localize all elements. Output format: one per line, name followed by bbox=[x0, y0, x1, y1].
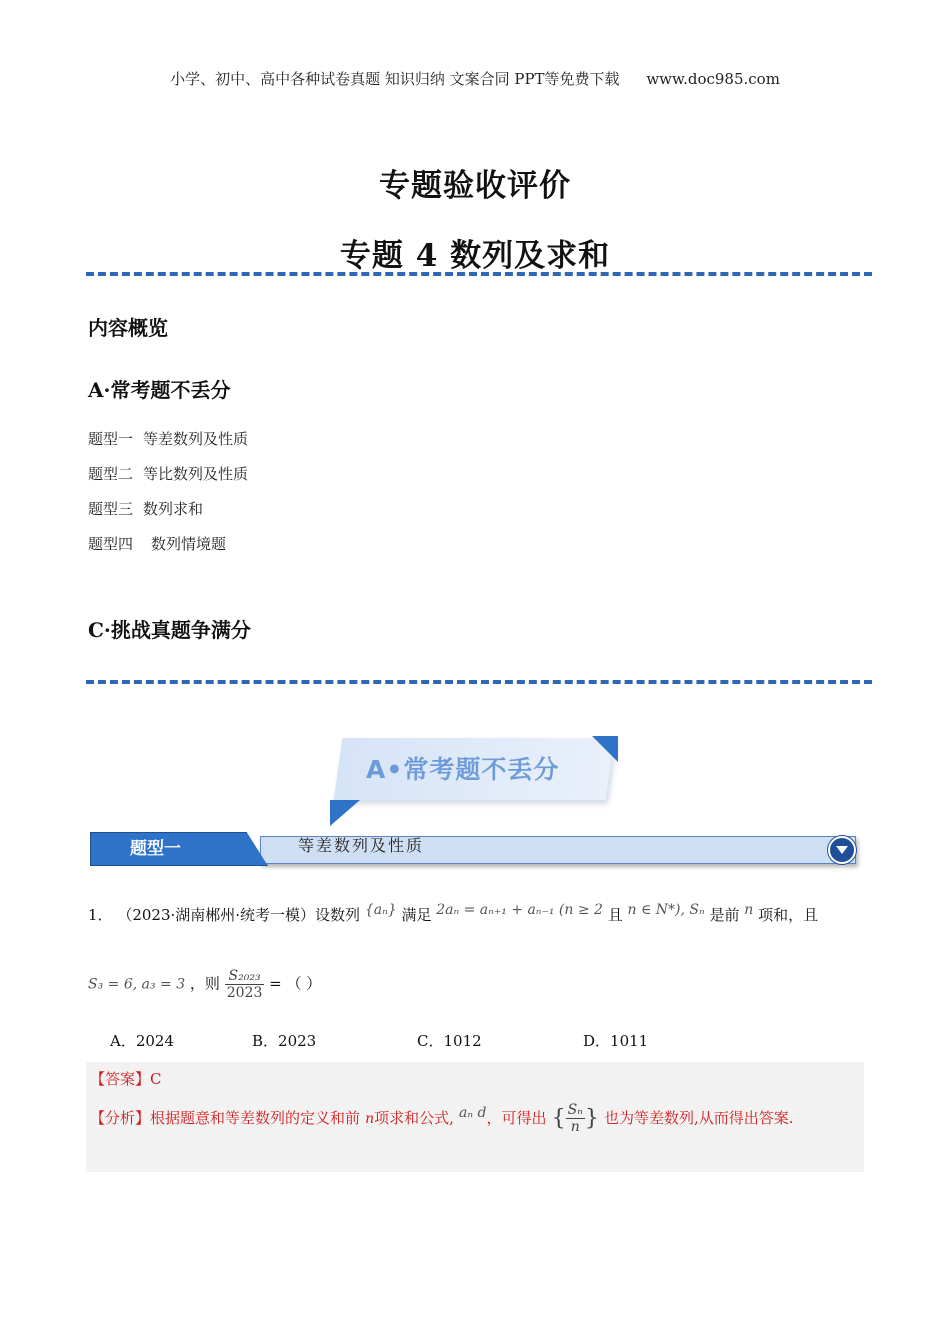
page-header bbox=[0, 68, 950, 89]
variable-n: n bbox=[365, 1111, 375, 1127]
overview-section-a: A·常考题不丢分 bbox=[88, 378, 231, 402]
analysis-line bbox=[90, 1102, 793, 1135]
question-line-2 bbox=[88, 968, 321, 1001]
toc-item[interactable] bbox=[88, 533, 226, 554]
option-a[interactable]: A．2024 bbox=[110, 1032, 175, 1050]
toc-item-text: 等差数列及性质 bbox=[143, 430, 249, 448]
toc-item-text: 数列情境题 bbox=[151, 535, 227, 553]
fraction-numerator: Sₙ bbox=[567, 1102, 583, 1118]
analysis-vars: aₙ d bbox=[459, 1105, 487, 1121]
type-bar-label: 等差数列及性质 bbox=[298, 836, 425, 855]
toc-item-text: 等比数列及性质 bbox=[143, 465, 249, 483]
banner-text: A•常考题不丢分 bbox=[366, 755, 560, 784]
toc-item-label: 题型三 bbox=[88, 500, 134, 518]
question-type-bar bbox=[90, 832, 860, 866]
toc-item[interactable] bbox=[88, 463, 248, 484]
sequence-symbol: {aₙ} bbox=[364, 902, 397, 918]
toc-item-label: 题型二 bbox=[88, 465, 134, 483]
given-values: S₃ = 6, a₃ = 3 bbox=[88, 976, 186, 993]
overview-heading: 内容概览 bbox=[88, 316, 168, 340]
option-d[interactable]: D．1011 bbox=[583, 1032, 649, 1050]
section-banner bbox=[330, 736, 620, 826]
header-site-link[interactable]: www.doc985.com bbox=[646, 70, 780, 88]
recurrence-formula: 2aₙ = aₙ₊₁ + aₙ₋₁ (n ≥ 2 bbox=[436, 902, 603, 918]
analysis-text: ，可得出 bbox=[486, 1109, 547, 1127]
option-c[interactable]: C．1012 bbox=[417, 1032, 482, 1050]
question-text: 满足 bbox=[401, 906, 432, 924]
question-text: 项和，且 bbox=[758, 906, 819, 924]
banner-corner-top bbox=[592, 736, 618, 762]
answer-label: 【答案】C bbox=[90, 1070, 162, 1088]
analysis-label: 【分析】 bbox=[90, 1109, 151, 1127]
question-source: （2023·湖南郴州·统考一模）设数列 bbox=[117, 906, 361, 924]
divider-bottom bbox=[86, 680, 872, 684]
left-brace: { bbox=[551, 1106, 566, 1131]
condition-formula: n ∈ N*), Sₙ bbox=[627, 902, 705, 918]
page-title: 专题验收评价 bbox=[379, 168, 571, 204]
analysis-text: 也为等差数列,从而得出答案. bbox=[603, 1109, 794, 1127]
fraction-denominator: n bbox=[570, 1119, 580, 1135]
header-text: 小学、初中、高中各种试卷真题 知识归纳 文案合同 PPT等免费下载 bbox=[170, 70, 620, 88]
right-brace: } bbox=[584, 1106, 599, 1131]
analysis-fraction bbox=[566, 1102, 585, 1135]
analysis-text: 根据题意和等差数列的定义和前 bbox=[150, 1109, 361, 1127]
page-subtitle: 专题 4 数列及求和 bbox=[339, 238, 611, 274]
question-blank: = （ ） bbox=[269, 974, 322, 993]
question-text: ，则 bbox=[189, 974, 220, 993]
question-line-1 bbox=[88, 904, 818, 925]
toc-item[interactable] bbox=[88, 498, 203, 519]
toc-item-text: 数列求和 bbox=[143, 500, 204, 518]
overview-section-c: C·挑战真题争满分 bbox=[88, 618, 251, 642]
analysis-text: 项求和公式, bbox=[374, 1109, 454, 1127]
question-text: 是前 bbox=[709, 906, 740, 924]
answer-box bbox=[86, 1062, 864, 1172]
toc-item-label: 题型一 bbox=[88, 430, 134, 448]
question-number: 1． bbox=[88, 906, 113, 924]
fraction-denominator: 2023 bbox=[226, 985, 263, 1001]
type-tab-label: 题型一 bbox=[130, 839, 181, 859]
toc-item[interactable] bbox=[88, 428, 248, 449]
fraction-numerator: S₂₀₂₃ bbox=[225, 968, 265, 985]
option-b[interactable]: B．2023 bbox=[252, 1032, 317, 1050]
toc-item-label: 题型四 bbox=[88, 535, 134, 553]
banner-corner-bottom bbox=[330, 800, 360, 826]
divider-top bbox=[86, 272, 872, 276]
target-fraction bbox=[225, 968, 265, 1001]
question-text: 且 bbox=[607, 906, 623, 924]
variable-n: n bbox=[744, 902, 754, 918]
chevron-down-icon[interactable] bbox=[828, 836, 856, 864]
